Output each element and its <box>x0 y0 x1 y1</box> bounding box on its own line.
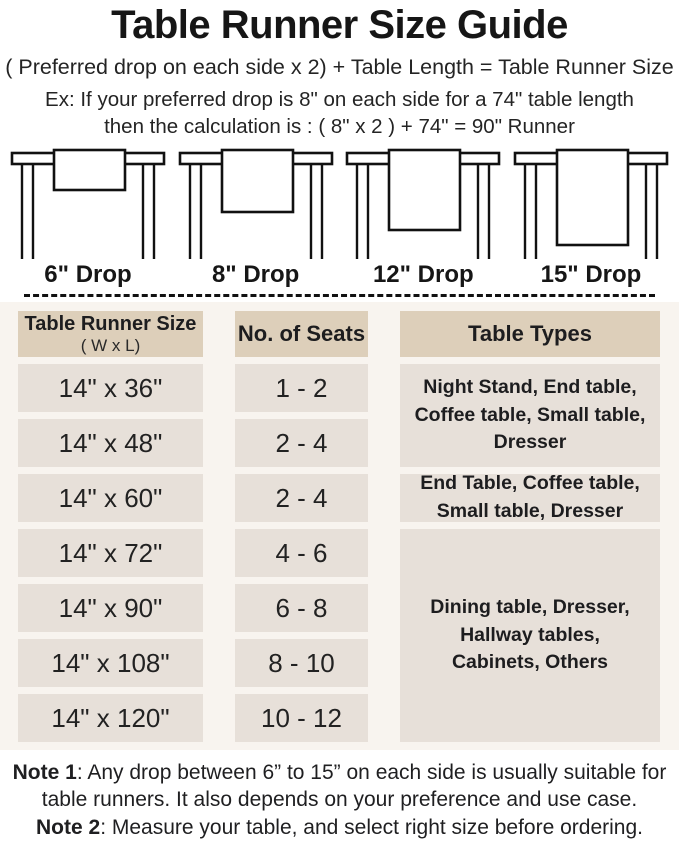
size-cell: 14" x 60" <box>18 474 203 522</box>
size-cell: 14" x 108" <box>18 639 203 687</box>
table-drawing-icon <box>510 147 672 259</box>
note-1-label: Note 1 <box>12 761 77 785</box>
seats-cell: 4 - 6 <box>235 529 368 577</box>
table-types-cell: End Table, Coffee table, Small table, Dresser <box>400 474 660 522</box>
header-block <box>0 0 679 140</box>
drop-label-12: 12" Drop <box>372 261 474 289</box>
seats-cell: 2 - 4 <box>235 419 368 467</box>
column-header-runner-size <box>18 311 203 357</box>
formula-text: ( Preferred drop on each side x 2) + Table Length = Table Runner Size <box>5 55 674 79</box>
note-2-text: : Measure your table, and select right size before ordering. <box>100 815 643 839</box>
drop-labels-row <box>0 261 679 289</box>
table-drawing-icon <box>7 147 169 259</box>
size-cell: 14" x 120" <box>18 694 203 742</box>
table-drawing-icon <box>342 147 504 259</box>
table-illustration-15-drop <box>510 147 672 259</box>
size-guide-table <box>18 311 660 742</box>
note-2 <box>4 814 675 841</box>
size-cell: 14" x 48" <box>18 419 203 467</box>
column-header-runner-size-title: Table Runner Size <box>24 312 197 335</box>
table-illustration-6-drop <box>7 147 169 259</box>
seats-cell: 10 - 12 <box>235 694 368 742</box>
drop-label-6: 6" Drop <box>44 261 132 289</box>
size-cell: 14" x 90" <box>18 584 203 632</box>
note-1 <box>4 759 675 814</box>
example-line-2: then the calculation is : ( 8" x 2 ) + 74" = 90" Runner <box>104 115 575 139</box>
size-cell: 14" x 36" <box>18 364 203 412</box>
table-types-cell: Dining table, Dresser, Hallway tables, Cabinets, Others <box>400 529 660 742</box>
table-illustration-12-drop <box>342 147 504 259</box>
column-header-seats: No. of Seats <box>235 311 368 357</box>
page-title: Table Runner Size Guide <box>111 3 568 47</box>
table-illustration-8-drop <box>175 147 337 259</box>
seats-cell: 8 - 10 <box>235 639 368 687</box>
size-cell: 14" x 72" <box>18 529 203 577</box>
seats-cell: 6 - 8 <box>235 584 368 632</box>
example-line-1: Ex: If your preferred drop is 8" on each side for a 74" table length <box>45 88 634 111</box>
size-guide-table-section <box>0 302 679 750</box>
drop-illustrations <box>0 147 679 259</box>
dashed-divider <box>24 294 655 297</box>
column-header-table-types: Table Types <box>400 311 660 357</box>
note-1-text: : Any drop between 6” to 15” on each side is usually suitable for table runners. It also depends on your preference and use case. <box>41 761 667 812</box>
drop-label-15: 15" Drop <box>540 261 642 289</box>
notes-block <box>0 759 679 841</box>
table-types-cell: Night Stand, End table, Coffee table, Small table, Dresser <box>400 364 660 467</box>
note-2-label: Note 2 <box>36 815 101 839</box>
drop-label-8: 8" Drop <box>211 261 300 289</box>
column-header-runner-size-sub: ( W x L) <box>80 335 141 355</box>
seats-cell: 1 - 2 <box>235 364 368 412</box>
seats-cell: 2 - 4 <box>235 474 368 522</box>
table-drawing-icon <box>175 147 337 259</box>
